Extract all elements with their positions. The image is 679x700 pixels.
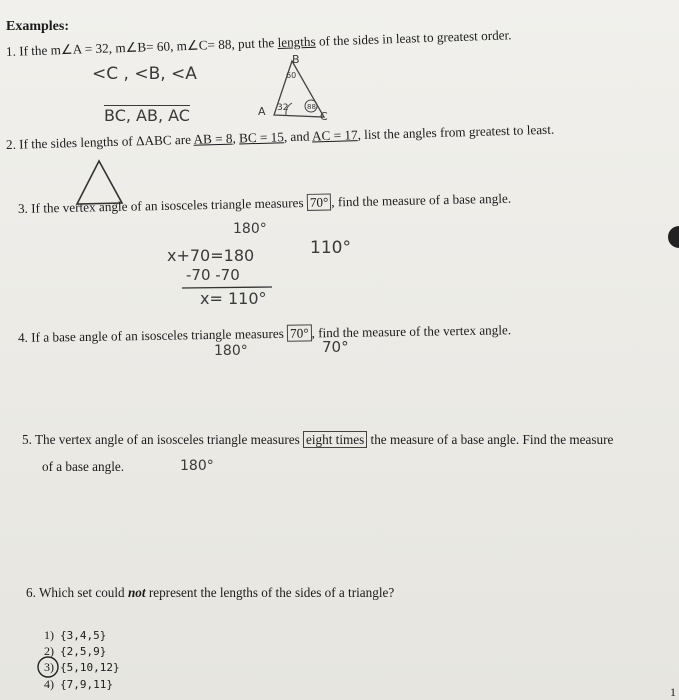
hw-70: 70°: [322, 338, 349, 356]
problem-text: The vertex angle of an isosceles triangle measures: [34, 432, 303, 447]
hw-equation-3: x= 110°: [200, 289, 267, 308]
choice-value: {2,5,9}: [60, 645, 107, 658]
choice-number: 4): [44, 677, 54, 691]
problem-6: [26, 586, 394, 599]
hw-vertex-C: C: [320, 110, 328, 123]
separator: , and: [283, 128, 313, 145]
choice-value: {7,9,11}: [60, 678, 113, 691]
problem-number: 6.: [26, 585, 36, 600]
problem-number: 3.: [17, 200, 29, 216]
problem-text: If the sides lengths of ΔABC are: [18, 131, 194, 152]
choice-value: {3,4,5}: [60, 629, 107, 642]
choice-1[interactable]: [44, 629, 106, 641]
hw-equation-2: -70 -70: [186, 266, 240, 284]
problem-text: If a base angle of an isosceles triangle measures: [31, 325, 288, 345]
problem-text-end: represent the lengths of the sides of a triangle?: [145, 585, 395, 600]
hw-vertex-A: A: [258, 105, 266, 118]
problem-5-line-2: of a base angle.: [42, 459, 125, 474]
hw-answer-110: 110°: [310, 238, 351, 258]
selected-choice-circle: [36, 655, 60, 679]
boxed-value: 70°: [307, 193, 332, 211]
examples-heading: Examples:: [6, 19, 69, 34]
choice-number: 2): [44, 644, 54, 658]
problem-text-end: , find the measure of the vertex angle.: [311, 322, 512, 341]
hw-angle-order: <C , <B, <A: [92, 64, 197, 84]
problem-number: 2.: [5, 136, 17, 152]
choice-number: 3): [44, 660, 54, 674]
hw-180: 180°: [233, 221, 267, 237]
problem-text-end: , list the angles from greatest to least.: [357, 121, 555, 143]
choice-4[interactable]: [44, 678, 113, 690]
boxed-value: eight times: [303, 431, 367, 448]
hw-180: 180°: [214, 343, 248, 359]
hw-180: 180°: [180, 458, 214, 474]
side-ab: AB = 8: [193, 130, 233, 147]
emphasis-not: not: [127, 585, 146, 600]
problem-number: 4.: [17, 329, 29, 345]
problem-text: If the m∠A = 32, m∠B= 60, m∠C= 88, put the: [18, 34, 278, 59]
underlined-word: lengths: [277, 33, 316, 50]
problem-text-end: , find the measure of a base angle.: [331, 190, 512, 210]
problem-5: [22, 433, 613, 446]
hw-angle-88: 88: [307, 103, 316, 111]
hw-equation-1: x+70=180: [167, 246, 255, 265]
problem-text-end: of the sides in least to greatest order.: [315, 27, 512, 49]
hw-angle-32: 32: [277, 103, 289, 113]
side-ac: AC = 17: [311, 127, 358, 144]
hw-vertex-B: B: [292, 53, 300, 66]
separator: ,: [232, 130, 240, 146]
problem-number: 1.: [5, 43, 17, 59]
choice-number: 1): [44, 628, 54, 642]
hw-side-order: BC, AB, AC: [104, 106, 190, 125]
problem-number: 5.: [22, 432, 32, 447]
problem-text: If the vertex angle of an isosceles triangle measures: [31, 194, 308, 216]
boxed-value: 70°: [287, 324, 312, 341]
page-number: 1: [670, 685, 676, 699]
side-bc: BC = 15: [238, 129, 285, 146]
hw-angle-60: 60: [286, 71, 297, 80]
problem-text: Which set could: [38, 585, 128, 600]
choice-value: {5,10,12}: [60, 661, 120, 674]
problem-text-end: the measure of a base angle. Find the measure: [367, 432, 614, 447]
